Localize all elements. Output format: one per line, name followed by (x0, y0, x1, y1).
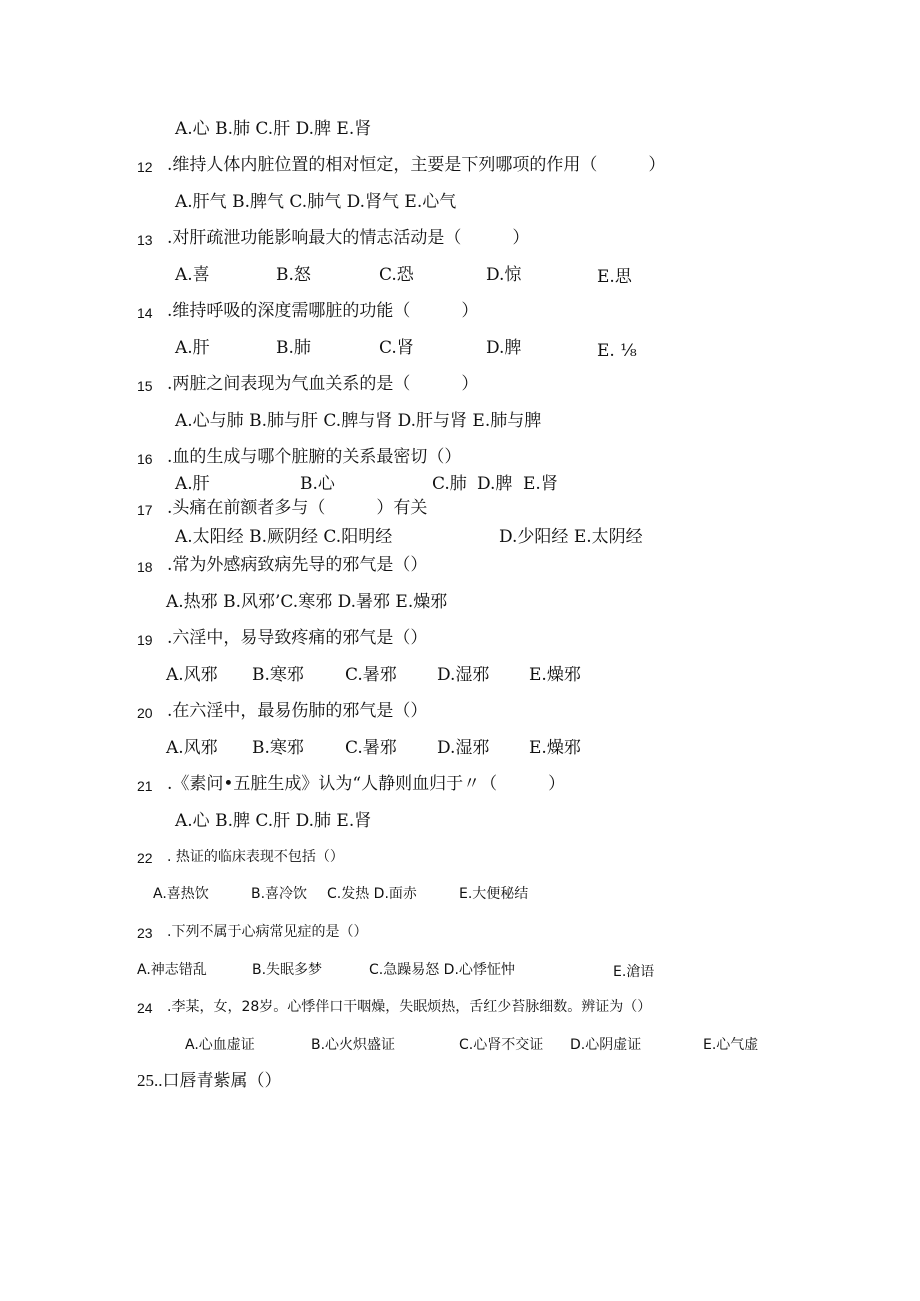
q16-text: .血的生成与哪个脏腑的关系最密切（） (167, 447, 462, 467)
q14-option-d: D.脾 (486, 338, 522, 358)
q20-option-e: E.燥邪 (529, 738, 581, 758)
q20-number: 20 (137, 705, 153, 721)
q24-number: 24 (137, 1000, 153, 1016)
q20-text: .在六淫中，最易伤肺的邪气是（） (167, 701, 428, 721)
q14-option-c: C.肾 (379, 338, 414, 358)
q24-option-d: D.心阴虚证 (570, 1037, 642, 1053)
q15-number: 15 (137, 378, 153, 394)
q22-option-e: E.大便秘结 (459, 886, 529, 902)
q13-option-b: B.怒 (276, 265, 311, 285)
q19-number: 19 (137, 632, 153, 648)
q22-text: . 热证的临床表现不包括（） (167, 849, 344, 865)
q12-options: A.肝气 B.脾气 C.肺气 D.肾气 E.心气 (175, 192, 457, 212)
q22-option-a: A.喜热饮 (153, 886, 209, 902)
q17-number: 17 (137, 502, 153, 518)
q16-option-e: E.肾 (523, 474, 558, 494)
q19-option-b: B.寒邪 (252, 665, 304, 685)
q21-options: A.心 B.脾 C.肝 D.肺 E.肾 (175, 811, 372, 831)
q14-option-a: A.肝 (175, 338, 210, 358)
q23-option-b: B.失眠多梦 (252, 962, 323, 978)
q14-number: 14 (137, 305, 153, 321)
q22-option-b: B.喜冷饮 (251, 886, 308, 902)
q19-option-c: C.暑邪 (345, 665, 397, 685)
q17-options-abc: A.太阳经 B.厥阴经 C.阳明经 (175, 527, 393, 547)
q14-option-b: B.肺 (276, 338, 311, 358)
q13-option-d: D.惊 (486, 265, 522, 285)
q20-option-d: D.湿邪 (437, 738, 490, 758)
q13-text: .对肝疏泄功能影响最大的情志活动是（ ） (167, 228, 530, 248)
q17-text: .头痛在前额者多与（ ）有关 (167, 498, 428, 518)
q24-option-a: A.心血虚证 (185, 1037, 255, 1053)
q19-text: .六淫中，易导致疼痛的邪气是（） (167, 628, 428, 648)
q25-text: 25..口唇青紫属（） (137, 1071, 282, 1090)
q16-option-d: D.脾 (477, 474, 513, 494)
q18-text: .常为外感病致病先导的邪气是（） (167, 555, 428, 575)
q23-option-a: A.神志错乱 (137, 962, 207, 978)
q23-number: 23 (137, 925, 153, 941)
q23-option-e: E.滄语 (613, 964, 655, 980)
q24-text: .李某，女，28岁。心悸伴口干咽燥，失眠烦热，舌红少苔脉细数。辨证为（） (167, 999, 652, 1015)
q22-number: 22 (137, 850, 153, 866)
q17-options-de: D.少阳经 E.太阴经 (499, 527, 643, 547)
q20-option-c: C.暑邪 (345, 738, 397, 758)
q21-number: 21 (137, 778, 153, 794)
q16-option-c: C.肺 (432, 474, 467, 494)
q14-option-e: E. ⅛ (597, 341, 637, 361)
q14-text: .维持呼吸的深度需哪脏的功能（ ） (167, 301, 479, 321)
q12-text: .维持人体内脏位置的相对恒定，主要是下列哪项的作用（ ） (167, 155, 666, 175)
q15-text: .两脏之间表现为气血关系的是（ ） (167, 374, 479, 394)
q18-number: 18 (137, 559, 153, 575)
q24-option-e: E.心气虚 (703, 1037, 759, 1053)
q13-option-c: C.恐 (379, 265, 414, 285)
q19-option-a: A.风邪 (166, 665, 218, 685)
q24-option-b: B.心火炽盛证 (311, 1037, 396, 1053)
q19-option-d: D.湿邪 (437, 665, 490, 685)
q18-options: A.热邪 B.风邪’C.寒邪 D.暑邪 E.燥邪 (166, 592, 448, 612)
q21-text: .《素问•五脏生成》认为“人静则血归于〃（ ） (167, 774, 566, 794)
q12-number: 12 (137, 159, 153, 175)
q16-option-b: B.心 (300, 474, 335, 494)
q11-options: A.心 B.肺 C.肝 D.脾 E.肾 (175, 119, 372, 139)
q23-option-cd: C.急躁易怒 D.心悸怔忡 (369, 962, 515, 978)
q13-option-a: A.喜 (175, 265, 210, 285)
q23-text: .下列不属于心病常见症的是（） (167, 924, 368, 940)
q19-option-e: E.燥邪 (529, 665, 581, 685)
q13-option-e: E.思 (597, 267, 632, 287)
q16-option-a: A.肝 (175, 474, 210, 494)
q15-options: A.心与肺 B.肺与肝 C.脾与肾 D.肝与肾 E.肺与脾 (175, 411, 542, 431)
q24-option-c: C.心肾不交证 (459, 1037, 544, 1053)
q20-option-a: A.风邪 (166, 738, 218, 758)
q16-number: 16 (137, 451, 153, 467)
q22-option-cd: C.发热 D.面赤 (327, 886, 417, 902)
q13-number: 13 (137, 232, 153, 248)
q20-option-b: B.寒邪 (252, 738, 304, 758)
